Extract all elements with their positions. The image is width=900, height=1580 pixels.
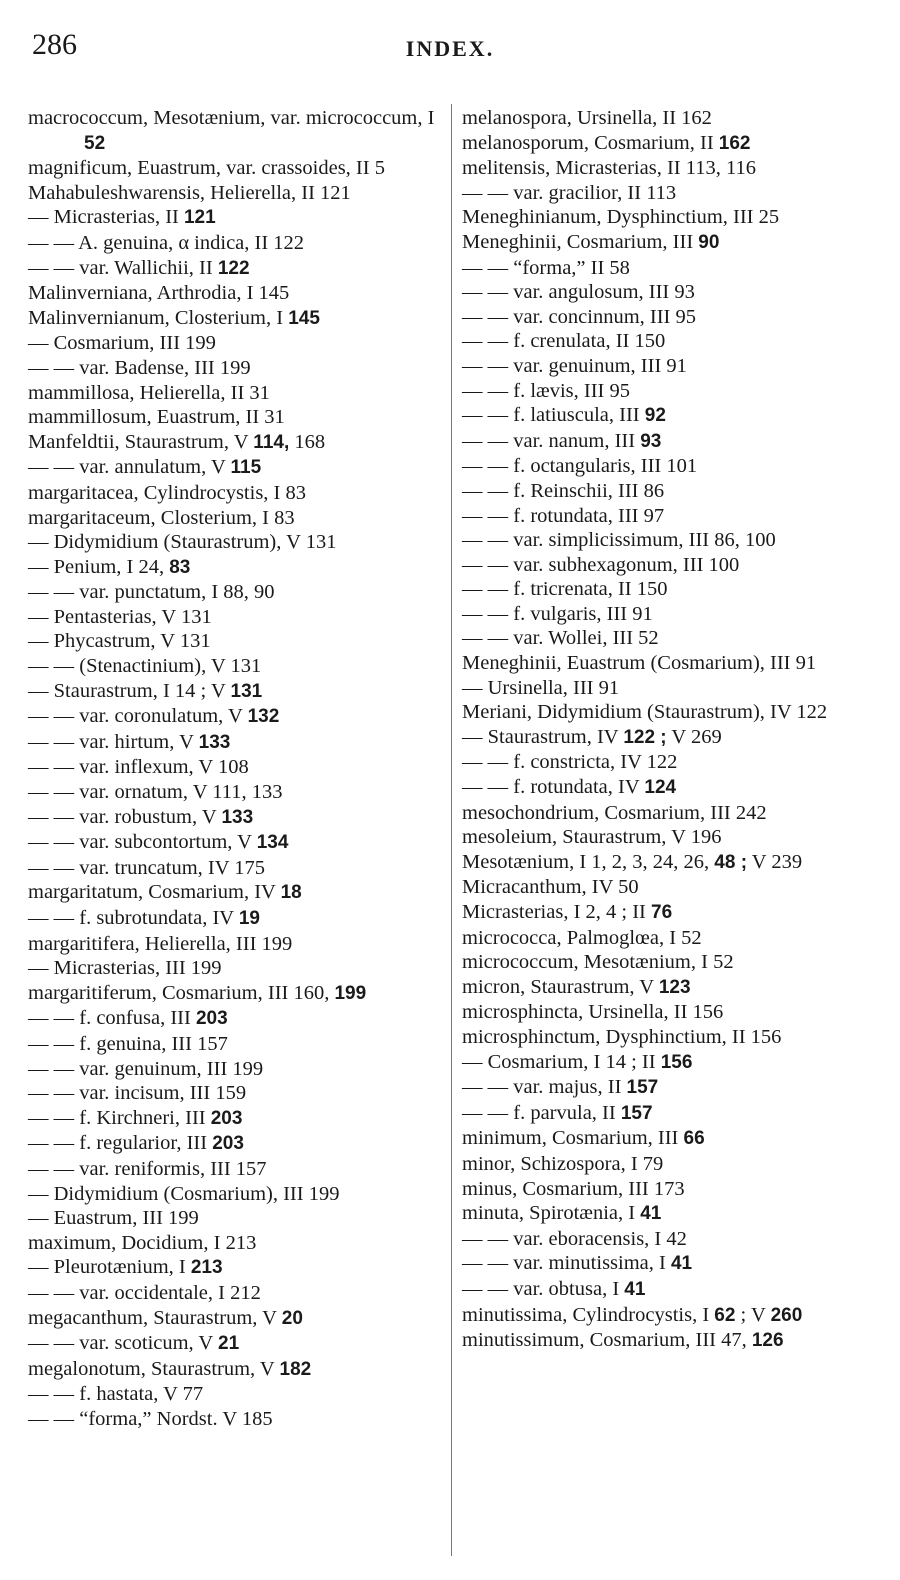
entry-text: — — var. genuinum, III 91 — [462, 354, 687, 377]
entry-text: minimum, Cosmarium, III — [462, 1127, 684, 1150]
entry-text: Micracanthum, IV 50 — [462, 876, 639, 899]
entry-text: — Micrasterias, II — [28, 206, 184, 229]
index-entry — [28, 932, 440, 957]
entry-text: microsphincta, Ursinella, II 156 — [462, 1001, 724, 1024]
entry-text: — — var. obtusa, I — [462, 1277, 625, 1300]
entry-text: — Micrasterias, III 199 — [28, 957, 222, 980]
index-entry — [28, 906, 440, 932]
index-entry — [28, 981, 440, 1007]
entry-text: Meneghinianum, Dysphinctium, III 25 — [462, 206, 780, 229]
page-ref-bold: 41 — [670, 1253, 693, 1275]
entry-text: micrococca, Palmoglœa, I 52 — [462, 926, 702, 949]
index-entry — [28, 1206, 440, 1231]
index-entry — [462, 577, 878, 602]
entry-text: — — var. Wallichii, II — [28, 256, 218, 279]
entry-text: megalonotum, Staurastrum, V — [28, 1357, 280, 1380]
entry-text: — — f. lævis, III 95 — [462, 379, 630, 402]
page-ref-bold: 41 — [640, 1203, 662, 1225]
index-entry — [28, 605, 440, 630]
index-entry — [462, 256, 878, 281]
entry-text: — Ursinella, III 91 — [462, 676, 620, 699]
index-entry — [28, 256, 440, 282]
entry-text: — — “forma,” II 58 — [462, 256, 630, 279]
index-entry — [28, 1006, 440, 1032]
entry-text: — — var. gracilior, II 113 — [462, 181, 677, 204]
entry-text: margaritacea, Cylindrocystis, I 83 — [28, 481, 307, 504]
entry-text: — — var. incisum, III 159 — [28, 1082, 247, 1105]
page-ref-bold: 213 — [190, 1257, 223, 1279]
entry-text: minor, Schizospora, I 79 — [462, 1152, 664, 1175]
index-entry — [462, 280, 878, 305]
index-entry — [28, 331, 440, 356]
index-entry — [462, 230, 878, 256]
entry-text: — — var. punctatum, I 88, 90 — [28, 581, 275, 604]
page-ref-bold: 41 — [624, 1278, 646, 1300]
entry-text: — — f. latiuscula, III — [462, 404, 645, 427]
index-entry — [462, 1075, 878, 1101]
entry-text: — — f. confusa, III — [28, 1007, 196, 1030]
entry-text: V 269 — [666, 725, 722, 748]
index-entry — [28, 555, 440, 581]
index-entry — [462, 1050, 878, 1076]
index-entry — [28, 231, 440, 256]
entry-text: — — var. inflexum, V 108 — [28, 756, 249, 779]
index-entry — [462, 528, 878, 553]
entry-text: Meneghinii, Cosmarium, III — [462, 230, 699, 253]
entry-text: micron, Staurastrum, V — [462, 975, 659, 998]
entry-text: Mesotænium, I 1, 2, 3, 24, 26, — [462, 850, 715, 873]
page-ref-bold: 260 — [770, 1304, 803, 1326]
index-entry — [28, 1407, 440, 1432]
index-entry — [462, 305, 878, 330]
entry-text: — — var. scoticum, V — [28, 1332, 218, 1355]
index-entry — [28, 506, 440, 531]
index-entry — [28, 580, 440, 605]
index-entry — [462, 975, 878, 1001]
entry-text: — — var. hirtum, V — [28, 730, 199, 753]
index-entry — [462, 1328, 878, 1354]
index-entry — [462, 1152, 878, 1177]
page-ref-bold: 115 — [230, 457, 262, 479]
page-ref-bold: 133 — [221, 806, 254, 828]
entry-text: — — var. reniformis, III 157 — [28, 1157, 267, 1180]
entry-text: — — var. coronulatum, V — [28, 705, 248, 728]
index-entry — [462, 1177, 878, 1202]
index-entry — [462, 131, 878, 157]
page-ref-bold: 199 — [334, 982, 367, 1004]
index-entry — [28, 530, 440, 555]
index-entry — [28, 1255, 440, 1281]
index-entry — [28, 1281, 440, 1306]
page-ref-bold: 134 — [256, 832, 289, 854]
index-entry — [462, 602, 878, 627]
entry-text: — — f. rotundata, III 97 — [462, 504, 665, 527]
entry-text: — — “forma,” Nordst. V 185 — [28, 1407, 273, 1430]
page-ref-bold: 18 — [280, 882, 302, 904]
entry-text: — — var. simplicissimum, III 86, 100 — [462, 529, 776, 552]
page-ref-bold: 90 — [698, 231, 720, 253]
index-entry — [462, 676, 878, 701]
entry-text: minus, Cosmarium, III 173 — [462, 1177, 685, 1200]
page-ref-bold: 162 — [718, 132, 751, 154]
page-ref-bold: 122 ; — [623, 726, 667, 748]
page-ref-bold: 203 — [210, 1107, 243, 1129]
entry-text: — — A. genuina, α indica, II 122 — [28, 231, 305, 254]
entry-text: mammillosum, Euastrum, II 31 — [28, 406, 285, 429]
index-entry — [462, 1126, 878, 1152]
index-entry — [28, 1032, 440, 1057]
index-entry — [28, 1357, 440, 1383]
entry-text: — — var. angulosum, III 93 — [462, 281, 695, 304]
page-ref-bold: 124 — [644, 777, 677, 799]
entry-text: — — f. vulgaris, III 91 — [462, 602, 653, 625]
index-entry — [28, 956, 440, 981]
entry-text: Meriani, Didymidium (Staurastrum), IV 122 — [462, 701, 828, 724]
entry-text: — Euastrum, III 199 — [28, 1207, 199, 1230]
index-entry — [28, 181, 440, 206]
entry-text: — — var. occidentale, I 212 — [28, 1281, 261, 1304]
index-entry — [462, 1303, 878, 1329]
index-entry — [28, 430, 440, 456]
index-entry — [462, 926, 878, 951]
entry-text: microsphinctum, Dysphinctium, II 156 — [462, 1025, 782, 1048]
entry-text: — — f. regularior, III — [28, 1132, 213, 1155]
index-entry — [28, 654, 440, 679]
page-ref-bold: 203 — [195, 1008, 228, 1030]
entry-text: ; V — [735, 1303, 771, 1326]
page-ref-bold: 157 — [620, 1102, 653, 1124]
index-entry — [462, 725, 878, 751]
entry-text: — — f. rotundata, IV — [462, 776, 645, 799]
index-entry — [28, 205, 440, 231]
entry-text: — Phycastrum, V 131 — [28, 630, 211, 653]
page-ref-bold: 126 — [751, 1330, 784, 1352]
entry-text: — — var. ornatum, V 111, 133 — [28, 781, 283, 804]
entry-text: — — f. Reinschii, III 86 — [462, 479, 665, 502]
entry-text: — — f. hastata, V 77 — [28, 1383, 204, 1406]
page-ref-bold: 123 — [658, 976, 691, 998]
index-entry — [28, 780, 440, 805]
entry-text: Manfeldtii, Staurastrum, V — [28, 430, 254, 453]
index-entry — [462, 156, 878, 181]
page-number: 286 — [32, 28, 77, 61]
entry-text: — — f. octangularis, III 101 — [462, 455, 698, 478]
index-entry — [462, 504, 878, 529]
page-ref-bold: 156 — [660, 1051, 693, 1073]
index-entry — [462, 700, 878, 725]
entry-text: — Didymidium (Staurastrum), V 131 — [28, 531, 337, 554]
page-ref-bold: 52 — [84, 132, 106, 154]
index-column-left — [28, 106, 440, 1431]
entry-text: — Didymidium (Cosmarium), III 199 — [28, 1182, 340, 1205]
index-entry — [462, 553, 878, 578]
entry-text: margaritiferum, Cosmarium, III 160, — [28, 981, 335, 1004]
index-entry — [462, 329, 878, 354]
index-entry — [462, 429, 878, 455]
index-entry — [462, 875, 878, 900]
entry-text: — Penium, I 24, — [28, 555, 170, 578]
entry-text: — — var. subcontortum, V — [28, 831, 257, 854]
index-entry — [28, 455, 440, 481]
entry-text: — — var. truncatum, IV 175 — [28, 856, 266, 879]
index-entry — [28, 281, 440, 306]
index-entry — [28, 880, 440, 906]
page-ref-bold: 19 — [238, 908, 260, 929]
entry-text: — Cosmarium, III 199 — [28, 332, 216, 355]
entry-text: melanosporum, Cosmarium, II — [462, 131, 719, 154]
entry-text: — Pleurotænium, I — [28, 1256, 191, 1279]
index-entry — [28, 156, 440, 181]
entry-text: V 239 — [747, 850, 803, 873]
index-entry — [462, 950, 878, 975]
entry-text: melitensis, Micrasterias, II 113, 116 — [462, 157, 756, 180]
index-entry — [462, 900, 878, 926]
index-entry — [462, 850, 878, 876]
index-entry — [28, 755, 440, 780]
index-entry — [462, 106, 878, 131]
entry-text: minutissima, Cylindrocystis, I — [462, 1303, 715, 1326]
entry-text: — — var. minutissima, I — [462, 1252, 671, 1275]
entry-text: — — var. Badense, III 199 — [28, 356, 251, 379]
index-entry — [28, 1157, 440, 1182]
page-ref-bold: 66 — [683, 1128, 705, 1150]
index-entry — [28, 1306, 440, 1332]
index-entry — [28, 1331, 440, 1357]
entry-text: — — f. parvula, II — [462, 1101, 621, 1124]
entry-text: Malinvernianum, Closterium, I — [28, 306, 289, 329]
index-entry — [462, 651, 878, 676]
page-ref-bold: 114, — [253, 431, 290, 453]
entry-text: — — f. genuina, III 157 — [28, 1032, 228, 1055]
index-entry — [462, 1101, 878, 1127]
index-entry — [28, 1106, 440, 1132]
index-entry — [28, 481, 440, 506]
page-ref-bold: 157 — [626, 1077, 659, 1099]
page-ref-bold: 83 — [169, 556, 191, 578]
index-entry — [28, 1382, 440, 1407]
index-entry — [462, 379, 878, 404]
entry-text: — — var. concinnum, III 95 — [462, 305, 696, 328]
index-entry — [462, 181, 878, 206]
index-entry — [28, 381, 440, 406]
index-entry — [462, 1251, 878, 1277]
running-head: INDEX. — [405, 36, 495, 61]
entry-text: 168 — [289, 430, 326, 453]
page-ref-bold: 122 — [217, 257, 250, 279]
entry-text: magnificum, Euastrum, var. crassoides, II 5 — [28, 157, 385, 180]
index-entry — [462, 825, 878, 850]
entry-text: mesochondrium, Cosmarium, III 242 — [462, 801, 767, 824]
entry-text: margaritaceum, Closterium, I 83 — [28, 506, 295, 529]
page-ref-bold: 62 — [714, 1304, 736, 1326]
index-entry — [462, 1277, 878, 1303]
entry-text: margaritatum, Cosmarium, IV — [28, 881, 281, 904]
page-ref-bold: 20 — [281, 1307, 303, 1329]
page-ref-bold: 131 — [230, 680, 263, 702]
entry-text: — — var. majus, II — [462, 1076, 627, 1099]
page-ref-bold: 182 — [279, 1358, 312, 1380]
entry-text: — — var. robustum, V — [28, 805, 222, 828]
entry-text: — — f. tricrenata, II 150 — [462, 578, 668, 601]
index-entry — [462, 479, 878, 504]
index-entry — [462, 454, 878, 479]
page-ref-bold: 76 — [651, 902, 673, 923]
entry-text: — — f. constricta, IV 122 — [462, 751, 678, 774]
entry-text: Mahabuleshwarensis, Helierella, II 121 — [28, 181, 351, 204]
index-entry — [28, 1131, 440, 1157]
entry-text: — — f. crenulata, II 150 — [462, 330, 666, 353]
entry-text: maximum, Docidium, I 213 — [28, 1231, 257, 1254]
page-ref-bold: 121 — [183, 207, 216, 229]
column-divider — [451, 104, 452, 1556]
entry-text: — Staurastrum, IV — [462, 725, 624, 748]
page-ref-bold: 132 — [247, 706, 280, 728]
index-entry — [462, 205, 878, 230]
entry-text: — — var. nanum, III — [462, 429, 641, 452]
index-column-right — [462, 106, 878, 1354]
index-entry — [462, 1227, 878, 1252]
index-entry — [462, 1000, 878, 1025]
entry-text: minutissimum, Cosmarium, III 47, — [462, 1329, 752, 1352]
entry-text: megacanthum, Staurastrum, V — [28, 1306, 282, 1329]
index-entry — [28, 629, 440, 654]
entry-text: — — var. genuinum, III 199 — [28, 1057, 264, 1080]
index-entry — [28, 306, 440, 332]
index-entry — [462, 1201, 878, 1227]
page-ref-bold: 133 — [198, 731, 231, 753]
entry-text: mammillosa, Helierella, II 31 — [28, 381, 270, 404]
index-entry — [28, 679, 440, 705]
entry-text: minuta, Spirotænia, I — [462, 1202, 641, 1225]
entry-text: — — f. subrotundata, IV — [28, 907, 239, 929]
page-ref-bold: 48 ; — [714, 851, 748, 873]
entry-text: — Cosmarium, I 14 ; II — [462, 1050, 661, 1073]
entry-text: — — f. Kirchneri, III — [28, 1106, 211, 1129]
index-entry — [28, 704, 440, 730]
index-entry — [462, 354, 878, 379]
index-entry — [28, 830, 440, 856]
entry-text: melanospora, Ursinella, II 162 — [462, 107, 712, 129]
page-ref-bold: 93 — [640, 430, 662, 452]
index-entry — [462, 750, 878, 775]
entry-text: — Staurastrum, I 14 ; V — [28, 679, 231, 702]
entry-text: micrococcum, Mesotænium, I 52 — [462, 951, 734, 974]
index-entry — [462, 403, 878, 429]
index-entry — [28, 805, 440, 831]
entry-text: Micrasterias, I 2, 4 ; II — [462, 901, 651, 923]
index-entry — [28, 1182, 440, 1207]
index-entry — [462, 775, 878, 801]
entry-text: — — var. Wollei, III 52 — [462, 627, 659, 650]
index-entry — [28, 1231, 440, 1256]
index-entry — [462, 1025, 878, 1050]
entry-text: — — var. eboracensis, I 42 — [462, 1227, 687, 1250]
entry-text: macrococcum, Mesotænium, var. micrococcum, I — [28, 107, 435, 129]
page-ref-bold: 145 — [288, 307, 320, 329]
entry-text: mesoleium, Staurastrum, V 196 — [462, 826, 722, 849]
index-entry — [28, 356, 440, 381]
entry-text: margaritifera, Helierella, III 199 — [28, 932, 293, 955]
entry-text: — Pentasterias, V 131 — [28, 605, 212, 628]
index-entry — [28, 106, 440, 156]
index-entry — [28, 730, 440, 756]
entry-text: Malinverniana, Arthrodia, I 145 — [28, 282, 290, 305]
index-entry — [28, 1057, 440, 1082]
index-entry — [28, 856, 440, 881]
page-ref-bold: 21 — [218, 1333, 240, 1355]
entry-text: — — var. subhexagonum, III 100 — [462, 553, 740, 576]
page-ref-bold: 92 — [644, 405, 666, 427]
index-entry — [462, 801, 878, 826]
index-entry — [28, 405, 440, 430]
index-entry — [28, 1081, 440, 1106]
index-entry — [462, 626, 878, 651]
entry-text: — — (Stenactinium), V 131 — [28, 655, 262, 678]
entry-text: Meneghinii, Euastrum (Cosmarium), III 91 — [462, 652, 817, 675]
page-ref-bold: 203 — [212, 1133, 244, 1155]
entry-text: — — var. annulatum, V — [28, 456, 231, 479]
